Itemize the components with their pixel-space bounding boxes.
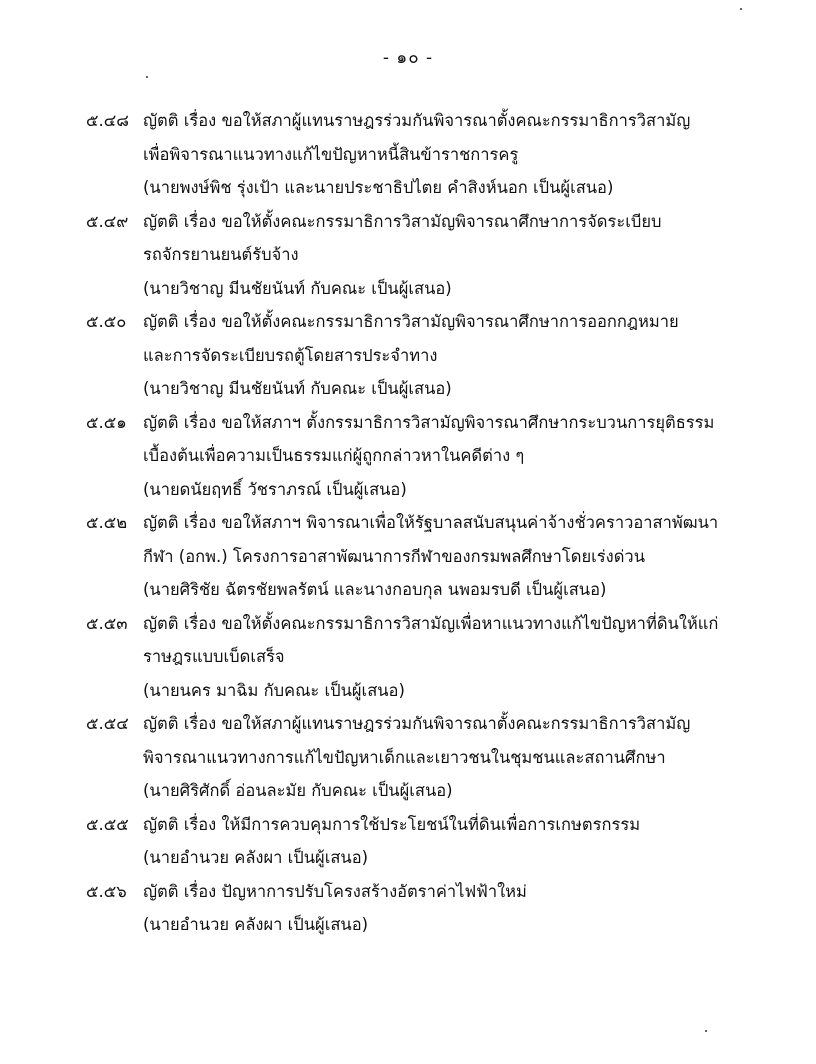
item-line: ญัตติ เรื่อง ขอให้สภาผู้แทนราษฎรร่วมกันพิจารณาตั้งคณะกรรมาธิการวิสามัญ	[143, 111, 691, 130]
page-number: - ๑๐ -	[382, 48, 434, 68]
item-line: ราษฎรแบบเบ็ดเสร็จ	[143, 647, 285, 666]
item-line: ญัตติ เรื่อง ขอให้สภาผู้แทนราษฎรร่วมกันพิจารณาตั้งคณะกรรมาธิการวิสามัญ	[143, 714, 691, 733]
item-proposer: (นายนคร มาฉิม กับคณะ เป็นผู้เสนอ)	[143, 680, 405, 700]
item-line: พิจารณาแนวทางการแก้ไขปัญหาเด็กและเยาวชนในชุมชนและสถานศึกษา	[143, 747, 666, 767]
agenda-item	[0, 875, 816, 942]
item-line: ญัตติ เรื่อง ขอให้ตั้งคณะกรรมาธิการวิสามัญเพื่อหาแนวทางแก้ไขปัญหาที่ดินให้แก่	[143, 613, 719, 633]
item-proposer: (นายอำนวย คลังผา เป็นผู้เสนอ)	[143, 915, 369, 934]
item-line: ญัตติ เรื่อง ปัญหาการปรับโครงสร้างอัตราค่าไฟฟ้าใหม่	[143, 881, 527, 901]
agenda-item	[0, 305, 816, 406]
item-line: ญัตติ เรื่อง ขอให้สภาฯ พิจารณาเพื่อให้รัฐบาลสนับสนุนค่าจ้างชั่วคราวอาสาพัฒนา	[143, 513, 719, 532]
item-line: และการจัดระเบียบรถตู้โดยสารประจำทาง	[143, 345, 438, 365]
item-proposer: (นายอำนวย คลังผา เป็นผู้เสนอ)	[143, 848, 369, 867]
item-number: ๕.๔๙	[86, 211, 129, 231]
item-number: ๕.๕๒	[86, 513, 128, 532]
agenda-item	[0, 607, 816, 708]
agenda-item	[0, 406, 816, 507]
item-line: ญัตติ เรื่อง ขอให้ตั้งคณะกรรมาธิการวิสามัญพิจารณาศึกษาการออกกฎหมาย	[143, 312, 679, 331]
agenda-item	[0, 205, 816, 306]
item-number: ๕.๕๕	[86, 814, 129, 834]
agenda-item	[0, 707, 816, 808]
item-number: ๕.๕๔	[86, 714, 129, 733]
item-line: เบื้องต้นเพื่อความเป็นธรรมแก่ผู้ถูกกล่าวหาในคดีต่าง ๆ	[143, 446, 525, 465]
scan-speck	[740, 8, 742, 10]
item-number: ๕.๕๖	[86, 881, 127, 901]
item-number: ๕.๔๘	[86, 111, 129, 130]
item-line: ญัตติ เรื่อง ขอให้ตั้งคณะกรรมาธิการวิสามัญพิจารณาศึกษาการจัดระเบียบ	[143, 211, 662, 231]
item-line: รถจักรยานยนต์รับจ้าง	[143, 245, 299, 264]
agenda-item	[0, 104, 816, 205]
item-proposer: (นายวิชาญ มีนชัยนันท์ กับคณะ เป็นผู้เสนอ)	[143, 379, 452, 398]
item-line: เพื่อพิจารณาแนวทางแก้ไขปัญหาหนี้สินข้าราชการครู	[143, 144, 519, 164]
item-proposer: (นายพงษ์พิช รุ่งเป้า และนายประชาธิปไตย คำสิงห์นอก เป็นผู้เสนอ)	[143, 178, 614, 197]
scan-speck	[146, 76, 148, 78]
agenda-item	[0, 506, 816, 607]
item-line: กีฬา (อกพ.) โครงการอาสาพัฒนาการกีฬาของกรมพลศึกษาโดยเร่งด่วน	[143, 546, 645, 566]
item-number: ๕.๕๑	[86, 412, 127, 432]
scan-speck	[705, 1030, 707, 1032]
item-proposer: (นายศิริศักดิ์ อ่อนละมัย กับคณะ เป็นผู้เสนอ)	[143, 781, 453, 800]
agenda-list	[0, 104, 816, 942]
item-proposer: (นายศิริชัย ฉัตรชัยพลรัตน์ และนางกอบกุล นพอมรบดี เป็นผู้เสนอ)	[143, 580, 607, 599]
item-line: ญัตติ เรื่อง ขอให้สภาฯ ตั้งกรรมาธิการวิสามัญพิจารณาศึกษากระบวนการยุติธรรม	[143, 412, 715, 432]
item-line: ญัตติ เรื่อง ให้มีการควบคุมการใช้ประโยชน์ในที่ดินเพื่อการเกษตรกรรม	[143, 814, 641, 834]
agenda-item	[0, 808, 816, 875]
item-proposer: (นายดนัยฤทธิ์ วัชราภรณ์ เป็นผู้เสนอ)	[143, 479, 407, 499]
item-proposer: (นายวิชาญ มีนชัยนันท์ กับคณะ เป็นผู้เสนอ)	[143, 278, 452, 298]
item-number: ๕.๕๓	[86, 613, 128, 633]
item-number: ๕.๕๐	[86, 312, 127, 331]
